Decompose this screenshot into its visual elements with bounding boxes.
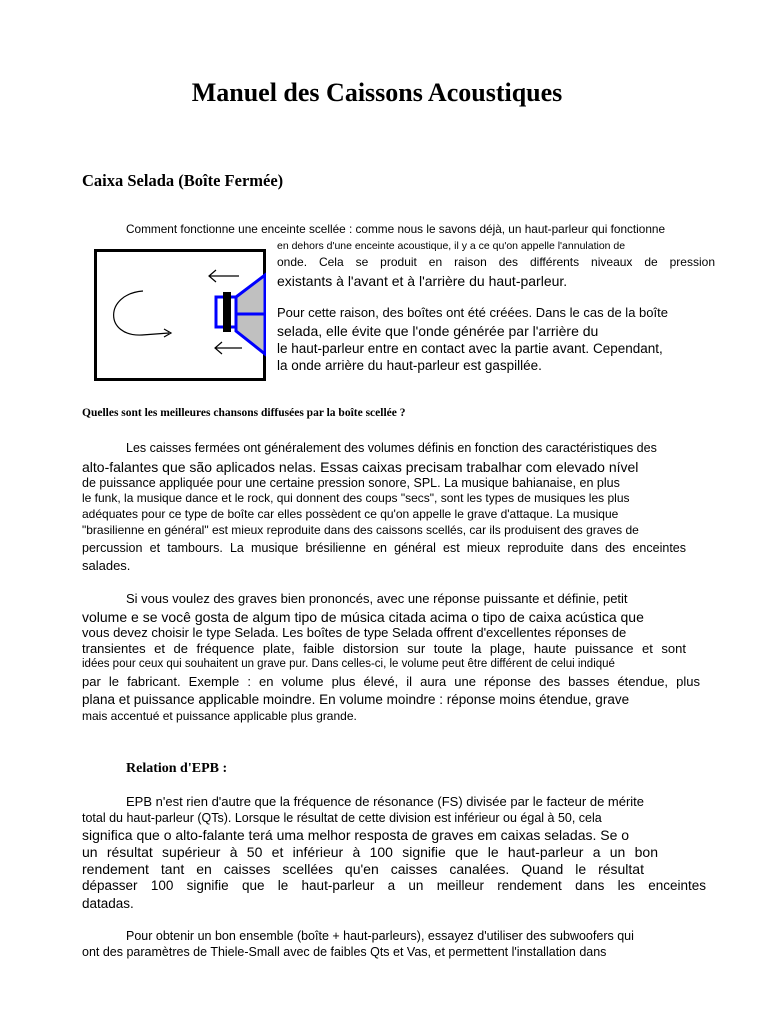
para2-line-3: vous devez choisir le type Selada. Les boîtes de type Selada offrent d'excellentes réponses de xyxy=(82,625,627,640)
intro-line-8: la onde arrière du haut-parleur est gaspillée. xyxy=(277,358,542,373)
epb-para2-line-1: Pour obtenir un bon ensemble (boîte + haut-parleurs), essayez d'utiliser des subwoofers qui xyxy=(126,929,634,943)
para1-line-8: salades. xyxy=(82,558,131,573)
epb-line-4: un résultat supérieur à 50 et inférieur à 100 signifie que le haut-parleur a un bon xyxy=(82,844,658,860)
para1-line-1: Les caisses fermées ont généralement des volumes définis en fonction des caractéristiques des xyxy=(126,441,657,455)
epb-line-2: total du haut-parleur (QTs). Lorsque le résultat de cette division est inférieur ou égal à 50, cela xyxy=(82,811,602,825)
para1-line-4: le funk, la musique dance et le rock, qui donnent des coups "secs", sont les types de musiques les plus xyxy=(82,491,630,505)
para2-line-4: transientes et de fréquence plate, faible distorsion sur toute la plage, haute puissance et sont xyxy=(82,641,686,656)
para1-line-7: percussion et tambours. La musique brésilienne en général est mieux reproduite dans des enceintes xyxy=(82,541,686,555)
para1-line-3: de puissance appliquée pour une certaine pression sonore, SPL. La musique bahianaise, en plus xyxy=(82,476,620,490)
intro-line-7: le haut-parleur entre en contact avec la partie avant. Cependant, xyxy=(277,341,663,356)
epb-line-6: dépasser 100 signifie que le haut-parleur a un meilleur rendement dans les enceintes xyxy=(82,878,706,893)
epb-line-3: significa que o alto-falante terá uma melhor resposta de graves em caixas seladas. Se o xyxy=(82,827,630,843)
speaker-magnet xyxy=(223,292,231,332)
sealed-box-diagram xyxy=(94,249,266,381)
epb-line-1: EPB n'est rien d'autre que la fréquence de résonance (FS) divisée par le facteur de mérite xyxy=(126,794,645,809)
section-heading-sealed-box: Caixa Selada (Boîte Fermée) xyxy=(82,171,284,190)
para1-line-6: "brasilienne en général" est mieux reproduite dans des caissons scellés, car ils produisent des graves de xyxy=(82,523,639,537)
epb-line-5: rendement tant en caisses scellées qu'en caisses canalées. Quand le résultat xyxy=(82,861,644,877)
epb-para2-line-2: ont des paramètres de Thiele-Small avec de faibles Qts et Vas, et permettent l'installation dans xyxy=(82,945,607,959)
intro-line-3: onde. Cela se produit en raison des différents niveaux de pression xyxy=(277,255,715,269)
para2-line-1: Si vous voulez des graves bien prononcés, avec une réponse puissante et définie, petit xyxy=(126,591,628,606)
intro-line-5: Pour cette raison, des boîtes ont été créées. Dans le cas de la boîte xyxy=(277,305,668,320)
section-heading-epb: Relation d'EPB : xyxy=(126,761,228,776)
para2-line-6: par le fabricant. Exemple : en volume plus élevé, il aura une réponse des basses étendue, plus xyxy=(82,674,700,689)
para1-line-2: alto-falantes que são aplicados nelas. Essas caixas precisam trabalhar com elevado nível xyxy=(82,459,639,475)
page-title: Manuel des Caissons Acoustiques xyxy=(191,78,563,107)
section-heading-best-songs: Quelles sont les meilleures chansons diffusées par la boîte scellée ? xyxy=(82,407,406,419)
para1-line-5: adéquates pour ce type de boîte car elles possèdent ce qu'on appelle le grave d'attaque. La musique xyxy=(82,507,619,521)
intro-line-2: en dehors d'une enceinte acoustique, il y a ce qu'on appelle l'annulation de xyxy=(277,240,626,252)
intro-line-4: existants à l'avant et à l'arrière du haut-parleur. xyxy=(277,273,568,289)
intro-line-1: Comment fonctionne une enceinte scellée : comme nous le savons déjà, un haut-parleur qui fonctionne xyxy=(126,222,666,236)
para2-line-2: volume e se você gosta de algum tipo de música citada acima o tipo de caixa acústica que xyxy=(82,609,644,625)
para2-line-5: idées pour ceux qui souhaitent un grave pur. Dans celles-ci, le volume peut être différent de celui indiqué xyxy=(82,658,615,670)
para2-line-8: mais accentué et puissance applicable plus grande. xyxy=(82,709,357,723)
para2-line-7: plana et puissance applicable moindre. En volume moindre : réponse moins étendue, grave xyxy=(82,692,630,707)
epb-line-7: datadas. xyxy=(82,896,134,911)
intro-line-6: selada, elle évite que l'onde générée par l'arrière du xyxy=(277,323,599,339)
